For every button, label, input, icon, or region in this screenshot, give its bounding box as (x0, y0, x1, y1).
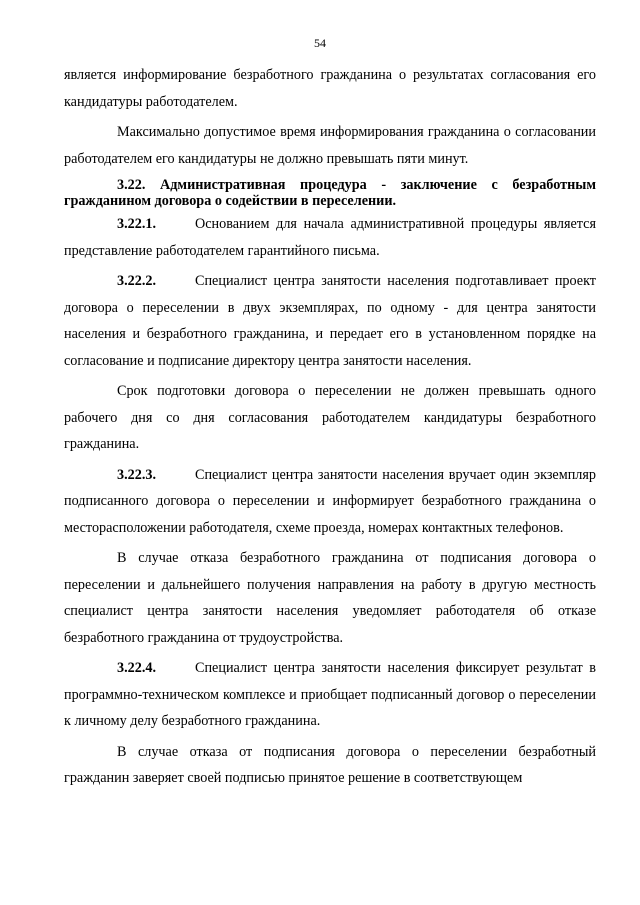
document-body (64, 62, 596, 796)
clause-number: 3.22.2. (117, 273, 157, 289)
paragraph-preparation-term: Срок подготовки договора о переселении не должен превышать одного рабочего дня со дня согласования работодателем кандидатуры безработного гражданина. (64, 383, 596, 452)
paragraph-refusal-signature: В случае отказа от подписания договора о переселении безработный гражданин заверяет своей подписью принятое решение в соответствующем (64, 743, 596, 786)
clause-3-22-2 (64, 268, 596, 374)
paragraph-refusal-case: В случае отказа безработного гражданина от подписания договора о переселении и дальнейшего получения направления на работу в другую местность специалист центра занятости населения уведомляет работодателя об отказе безработного гражданина от трудоустройства. (64, 550, 596, 646)
clause-text: Специалист центра занятости населения фиксирует результат в программно-техническом комплексе и приобщает подписанный договор о переселении к личному делу безработного гражданина. (64, 660, 596, 729)
clause-3-22-3 (64, 462, 596, 542)
clause-number: 3.22.1. (117, 216, 157, 232)
page-number: 54 (314, 36, 326, 50)
clause-text: Специалист центра занятости населения вручает один экземпляр подписанного договора о переселении и информирует безработного гражданина о месторасположении работодателя, схеме проезда, номерах контактных телефонов. (64, 466, 596, 536)
clause-number: 3.22.4. (117, 660, 157, 676)
clause-number: 3.22.3. (117, 466, 157, 483)
clause-3-22-4 (64, 655, 596, 735)
section-heading-3-22: 3.22. Административная процедура - заключение с безработным гражданином договора о содействии в переселении. (64, 177, 596, 209)
clause-3-22-1 (64, 211, 596, 264)
paragraph-continuation: является информирование безработного гражданина о результатах согласования его кандидатуры работодателем. (64, 67, 596, 110)
clause-text: Специалист центра занятости населения подготавливает проект договора о переселении в двух экземплярах, по одному - для центра занятости населения и безработного гражданина, и передает его в установленном порядке на согласование и подписание директору центра занятости населения. (64, 273, 596, 369)
paragraph-max-time: Максимально допустимое время информирования гражданина о согласовании работодателем его кандидатуры не должно превышать пяти минут. (64, 124, 596, 167)
clause-text: Основанием для начала административной процедуры является представление работодателем гарантийного письма. (64, 216, 596, 259)
